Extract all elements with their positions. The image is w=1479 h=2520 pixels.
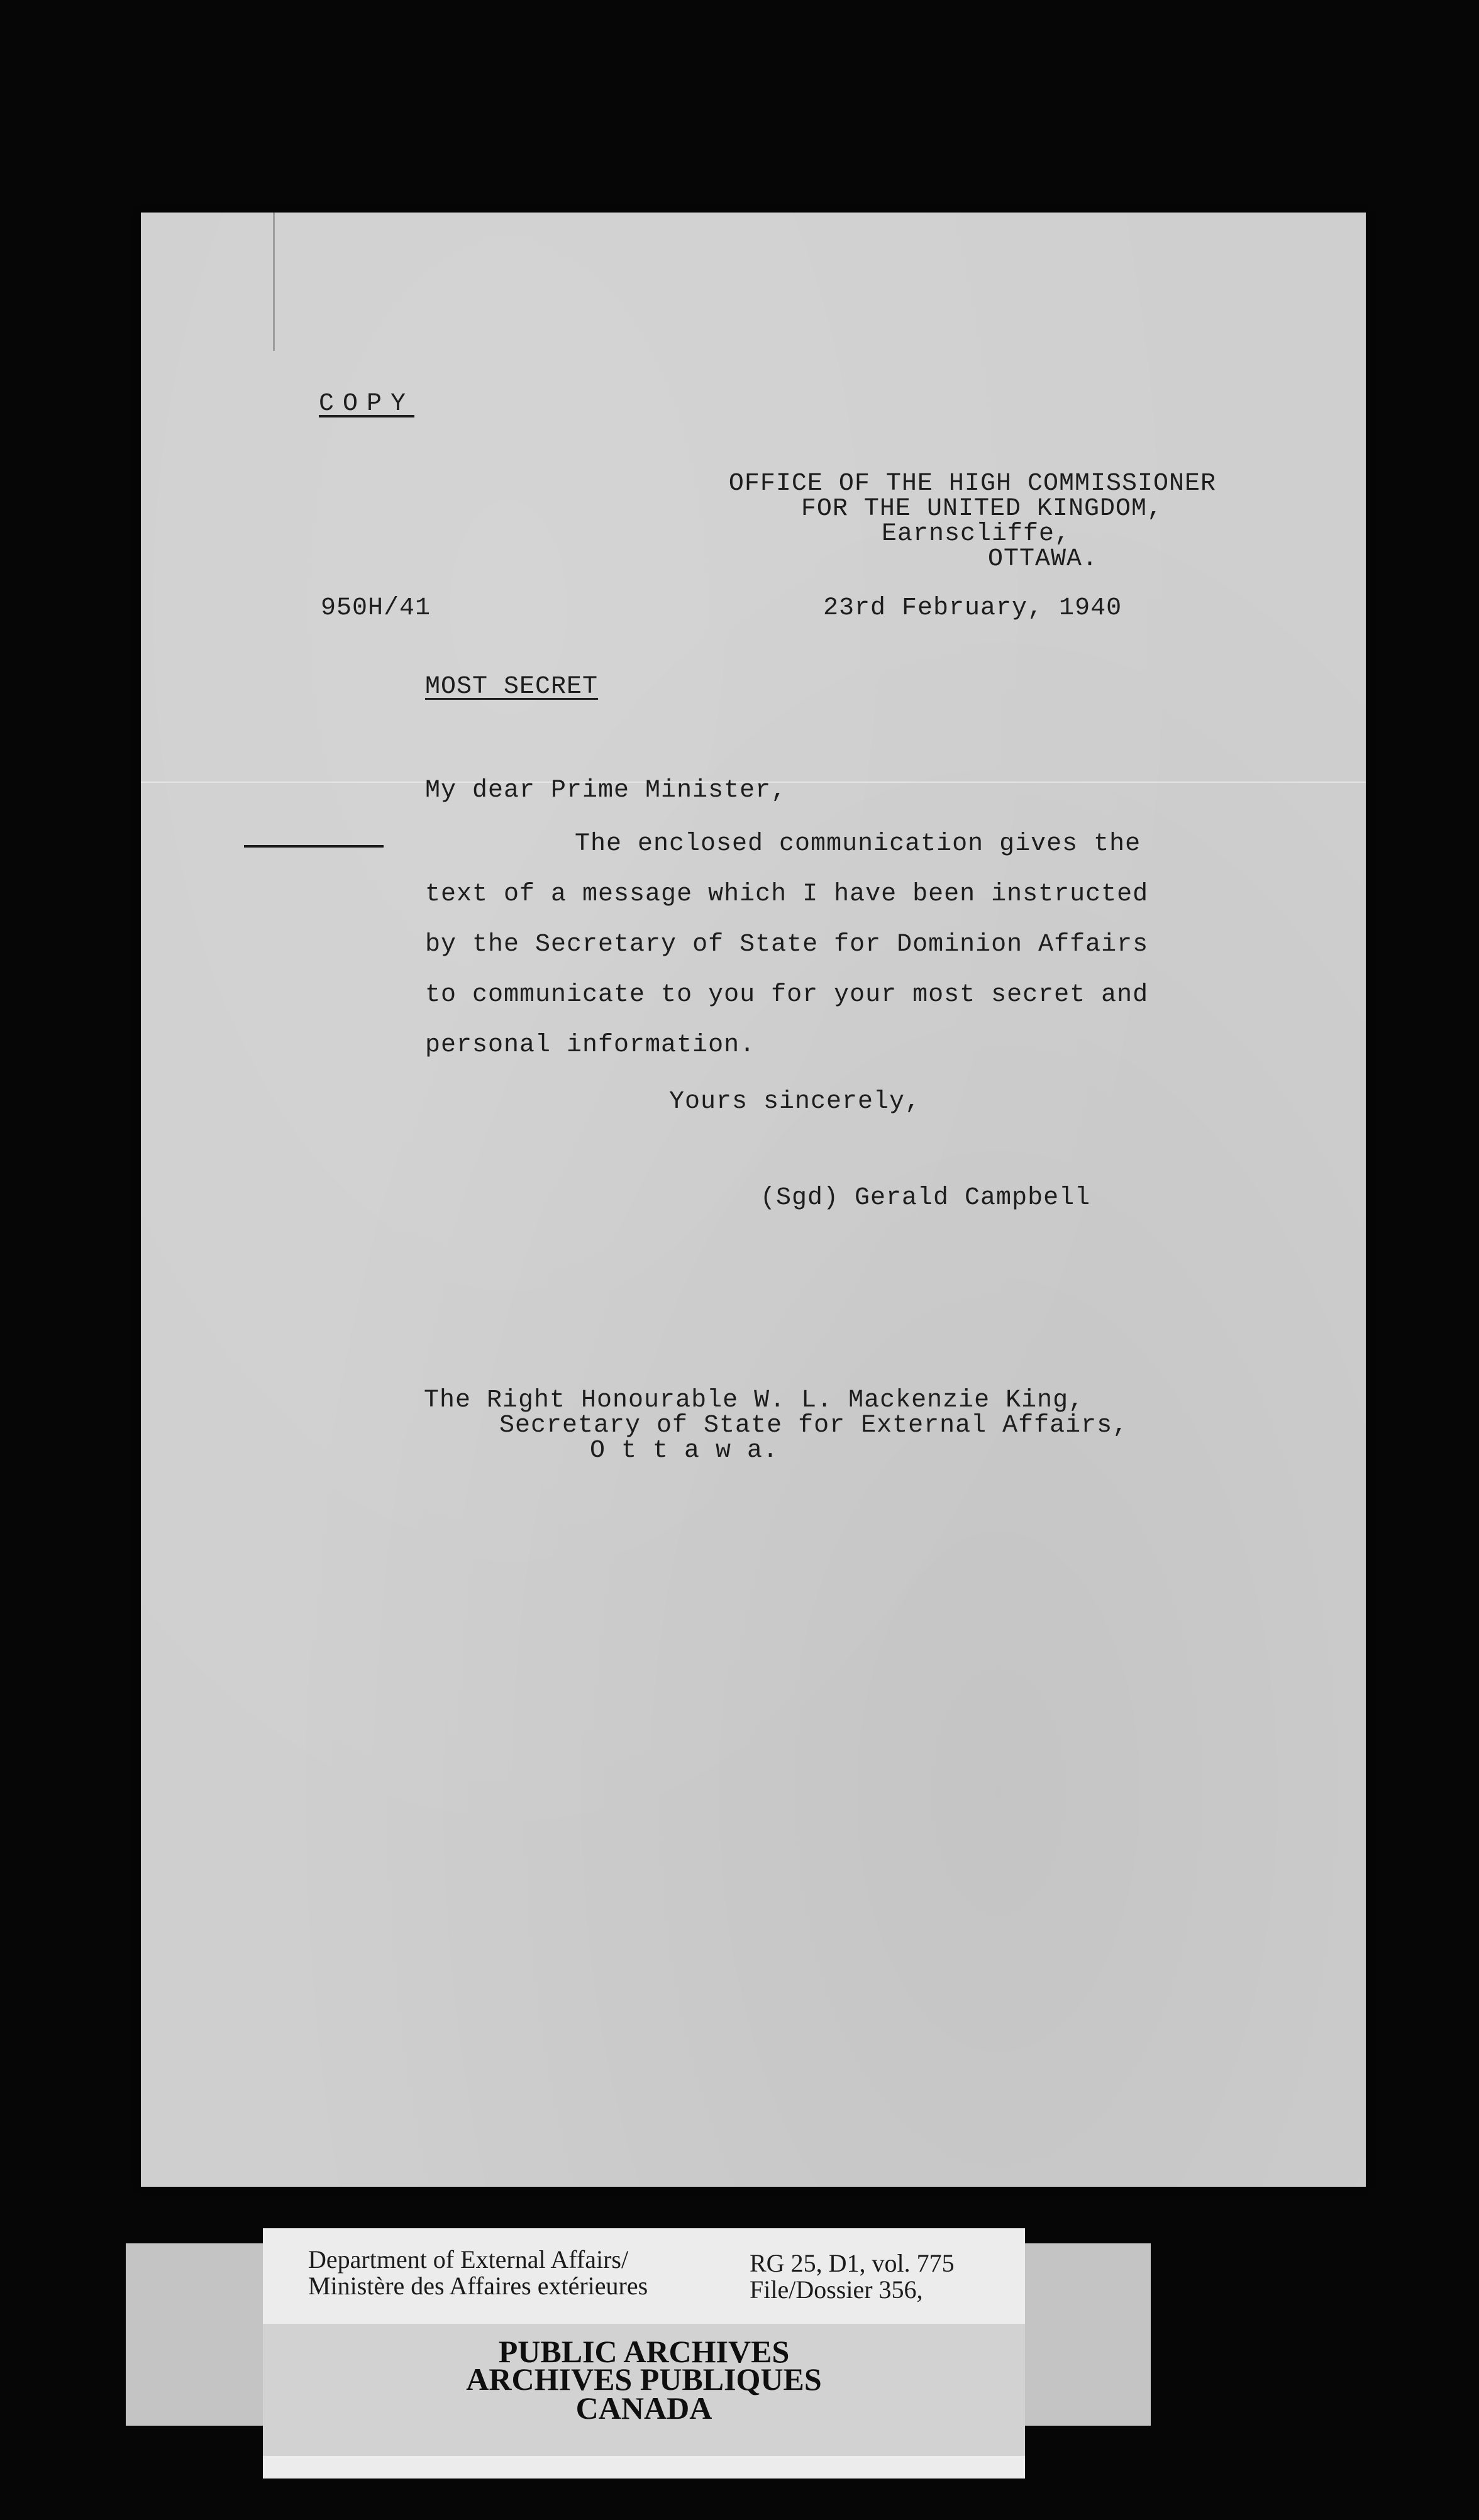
margin-rule-mark	[244, 845, 384, 848]
addressee-line: Secretary of State for External Affairs,	[499, 1412, 1129, 1440]
complimentary-close: Yours sincerely,	[669, 1088, 921, 1116]
letter-page	[141, 213, 1366, 2187]
file-number: File/Dossier 356,	[750, 2275, 923, 2304]
record-group: RG 25, D1, vol. 775	[750, 2249, 955, 2277]
classification-heading: MOST SECRET	[425, 673, 599, 701]
body-line: personal information.	[425, 1031, 756, 1059]
archives-stamp-line: PUBLIC ARCHIVES	[498, 2334, 790, 2369]
paper-scratch-mark	[273, 213, 275, 351]
body-line: text of a message which I have been instructed	[425, 880, 1149, 909]
salutation: My dear Prime Minister,	[425, 776, 787, 805]
letter-date: 23rd February, 1940	[823, 594, 1122, 622]
file-reference: 950H/41	[321, 594, 431, 622]
sender-address-line: OTTAWA.	[987, 545, 1098, 573]
body-line: to communicate to you for your most secret and	[425, 981, 1149, 1009]
signature: (Sgd) Gerald Campbell	[760, 1184, 1091, 1212]
department-french: Ministère des Affaires extérieures	[308, 2272, 648, 2300]
addressee-line: O t t a w a.	[590, 1437, 779, 1465]
sender-address-line: Earnscliffe,	[881, 520, 1070, 548]
sender-address-line: FOR THE UNITED KINGDOM,	[800, 495, 1163, 523]
department-english: Department of External Affairs/	[308, 2245, 629, 2274]
archive-label-strip	[263, 2456, 1025, 2479]
copy-label: COPY	[319, 390, 415, 418]
addressee-line: The Right Honourable W. L. Mackenzie King,	[424, 1386, 1085, 1415]
archives-stamp-line: ARCHIVES PUBLIQUES	[466, 2362, 822, 2397]
body-line: The enclosed communication gives the	[575, 830, 1141, 858]
body-line: by the Secretary of State for Dominion Affairs	[425, 931, 1149, 959]
sender-address-line: OFFICE OF THE HIGH COMMISSIONER	[728, 470, 1216, 498]
archives-stamp-line: CANADA	[575, 2390, 712, 2426]
